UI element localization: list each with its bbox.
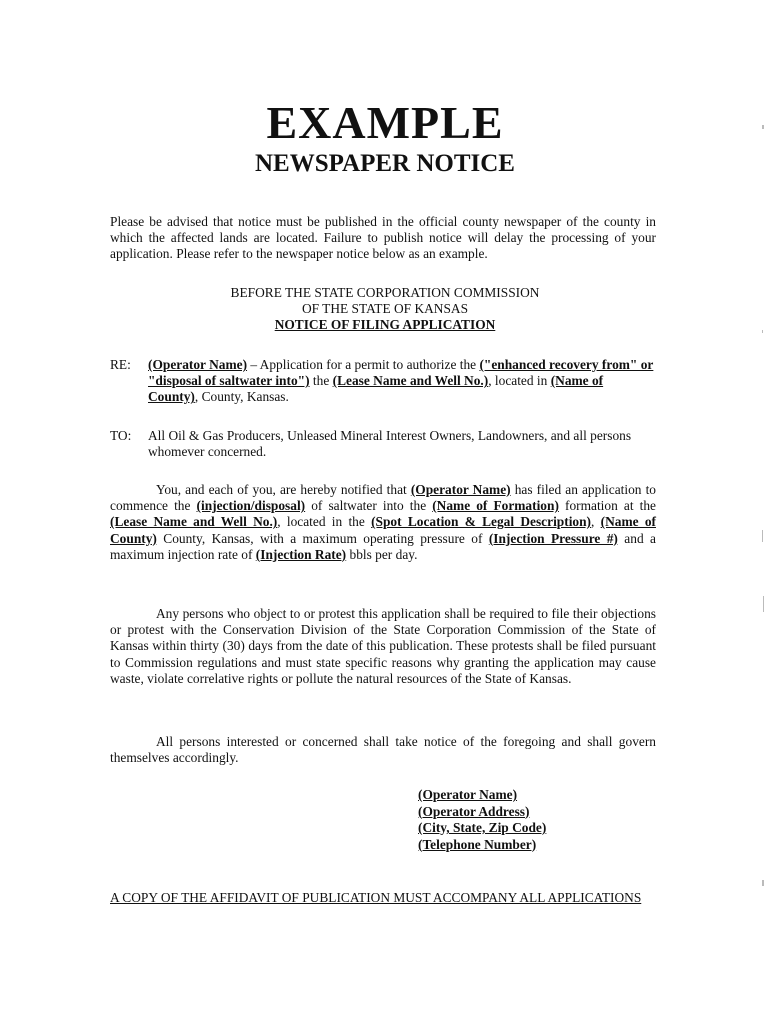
scan-speck <box>762 125 764 129</box>
county-placeholder: (Name of County) <box>110 514 656 546</box>
lease-name-placeholder: (Lease Name and Well No.) <box>110 514 278 530</box>
signature-telephone: (Telephone Number) <box>418 836 537 852</box>
signature-operator-name: (Operator Name) <box>418 787 518 802</box>
caption-heading: NOTICE OF FILING APPLICATION <box>274 317 496 332</box>
county-placeholder: (Name of County) <box>148 373 604 405</box>
re-text: (Operator Name) – Application for a permit to authorize the ("enhanced recovery from" or "disposal of saltwater into") the (Lease Name and Well No.), located in (Name of County), County, Kansas. <box>148 357 654 405</box>
closing-paragraph: All persons interested or concerned shall take notice of the foregoing and shall govern themselves accordingly. <box>110 734 656 766</box>
notification-paragraph: You, and each of you, are hereby notified that (Operator Name) has filed an application to commence the (injection/disposal) of saltwater into the (Name of Formation) formation at the (Lease Name and Well No.), located in the (Spot Location & Legal Description), (Name of County) County, Kansas, with a maximum operating pressure of (Injection Pressure #) and a maximum injection rate of (Injection Rate) bbls per day. <box>110 482 656 562</box>
formation-placeholder: (Name of Formation) <box>432 498 559 514</box>
scan-speck <box>762 530 763 542</box>
scan-speck <box>762 330 763 333</box>
lease-name-placeholder: (Lease Name and Well No.) <box>332 373 489 389</box>
signature-operator-address: (Operator Address) <box>418 803 530 819</box>
operator-name-placeholder: (Operator Name) <box>410 482 511 497</box>
injection-pressure-placeholder: (Injection Pressure #) <box>488 530 618 546</box>
signature-city-state-zip: (City, State, Zip Code) <box>418 820 547 835</box>
to-label: TO: <box>110 428 132 443</box>
injection-disposal-placeholder: (injection/disposal) <box>196 498 306 514</box>
re-label: RE: <box>110 357 131 372</box>
to-text: All Oil & Gas Producers, Unleased Mineral Interest Owners, Landowners, and all persons whomever concerned. <box>148 428 632 460</box>
spot-location-placeholder: (Spot Location & Legal Description) <box>371 514 592 530</box>
page-title: EXAMPLE <box>266 97 504 148</box>
notice-caption <box>0 285 770 333</box>
intro-paragraph: Please be advised that notice must be published in the official county newspaper of the county in which the affected lands are located. Failure to publish notice will delay the processing of your application. Please refer to the newspaper notice below as an example. <box>110 214 656 262</box>
to-section <box>110 428 656 460</box>
scan-speck <box>762 880 764 886</box>
re-section <box>110 357 656 406</box>
protest-paragraph: Any persons who object to or protest this application shall be required to file their objections or protest with the Conservation Division of the State Corporation Commission of the State of Kansas within thirty (30) days from the date of this publication. These protests shall be filed pursuant to Commission regulations and must state specific reasons why granting the application may cause waste, violate correlative rights or pollute the natural resources of the State of Kansas. <box>110 606 656 686</box>
caption-line-1: BEFORE THE STATE CORPORATION COMMISSION <box>230 285 540 300</box>
page-subtitle: NEWSPAPER NOTICE <box>255 150 515 177</box>
caption-line-2: OF THE STATE OF KANSAS <box>301 301 469 316</box>
affidavit-footer: A COPY OF THE AFFIDAVIT OF PUBLICATION MUST ACCOMPANY ALL APPLICATIONS <box>110 890 642 905</box>
signature-block <box>418 787 546 853</box>
recovery-option-placeholder: ("enhanced recovery from" or "disposal of saltwater into") <box>148 357 654 389</box>
operator-name-placeholder: (Operator Name) <box>148 357 248 372</box>
injection-rate-placeholder: (Injection Rate) <box>255 546 347 562</box>
scan-speck <box>763 596 764 612</box>
